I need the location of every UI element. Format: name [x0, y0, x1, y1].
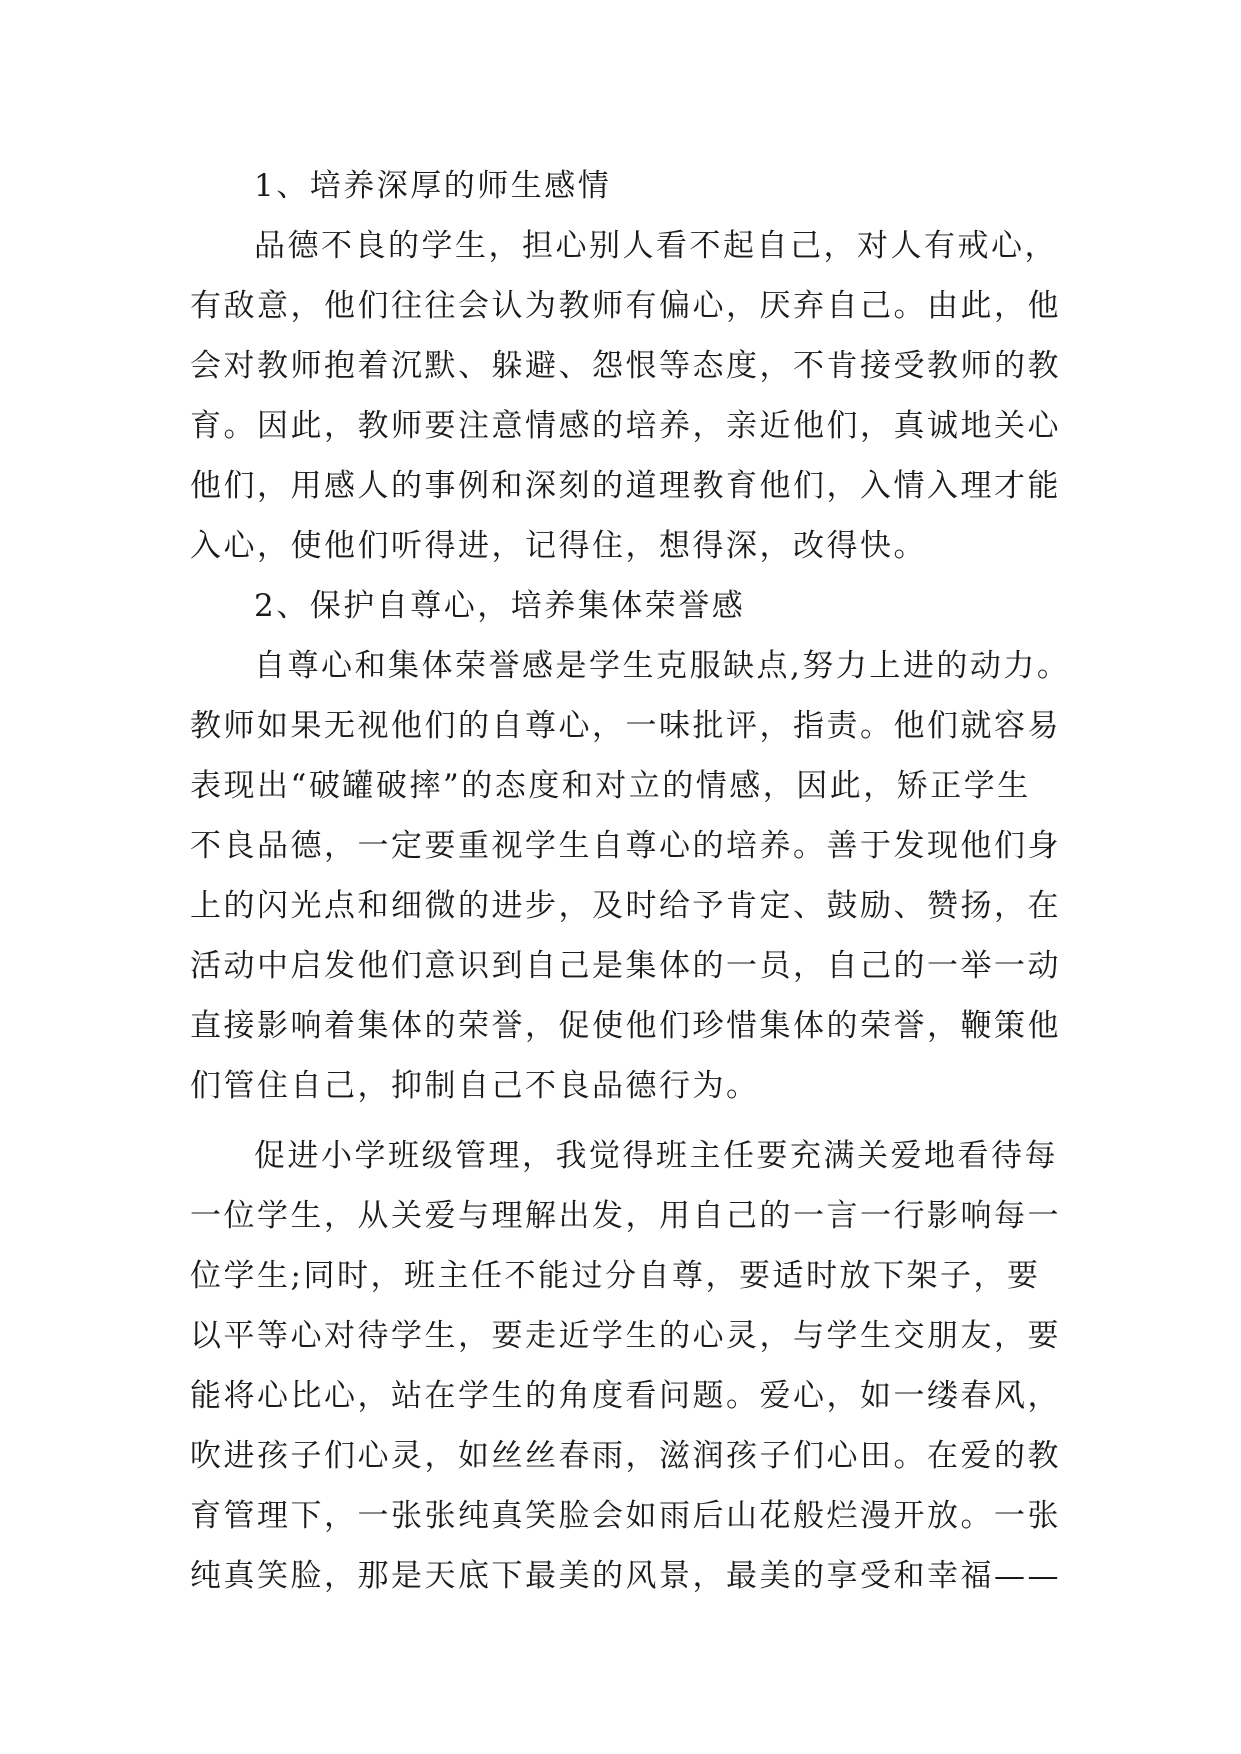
paragraph-line: 他们，用感人的事例和深刻的道理教育他们，入情入理才能 — [190, 468, 1061, 504]
paragraph-line: 们管住自己，抑制自己不良品德行为。 — [190, 1068, 760, 1104]
paragraph-line: 位学生;同时，班主任不能过分自尊，要适时放下架子，要 — [190, 1258, 1041, 1294]
paragraph-line: 一位学生，从关爱与理解出发，用自己的一言一行影响每一 — [190, 1198, 1061, 1234]
paragraph-line: 上的闪光点和细微的进步，及时给予肯定、鼓励、赞扬，在 — [190, 888, 1061, 924]
paragraph-line: 育。因此，教师要注意情感的培养，亲近他们，真诚地关心 — [190, 408, 1061, 444]
paragraph-line: 直接影响着集体的荣誉，促使他们珍惜集体的荣誉，鞭策他 — [190, 1008, 1061, 1044]
section-heading-2: 2、保护自尊心，培养集体荣誉感 — [254, 588, 746, 624]
paragraph-line: 入心，使他们听得进，记得住，想得深，改得快。 — [190, 528, 927, 564]
paragraph-line: 活动中启发他们意识到自己是集体的一员，自己的一举一动 — [190, 948, 1061, 984]
paragraph-line: 会对教师抱着沉默、躲避、怨恨等态度，不肯接受教师的教 — [190, 348, 1061, 384]
paragraph-line: 品德不良的学生，担心别人看不起自己，对人有戒心， — [254, 228, 1058, 264]
paragraph-line: 表现出“破罐破摔”的态度和对立的情感，因此，矫正学生 — [190, 768, 1031, 804]
paragraph-line: 教师如果无视他们的自尊心，一味批评，指责。他们就容易 — [190, 708, 1061, 744]
paragraph-line: 促进小学班级管理，我觉得班主任要充满关爱地看待每 — [254, 1138, 1058, 1174]
paragraph-line: 有敌意，他们往往会认为教师有偏心，厌弃自己。由此，他 — [190, 288, 1061, 324]
paragraph-line: 吹进孩子们心灵，如丝丝春雨，滋润孩子们心田。在爱的教 — [190, 1438, 1061, 1474]
section-heading-1: 1、培养深厚的师生感情 — [254, 168, 612, 204]
paragraph-line: 纯真笑脸，那是天底下最美的风景，最美的享受和幸福—— — [190, 1558, 1061, 1594]
paragraph-line: 以平等心对待学生，要走近学生的心灵，与学生交朋友，要 — [190, 1318, 1061, 1354]
paragraph-line: 育管理下，一张张纯真笑脸会如雨后山花般烂漫开放。一张 — [190, 1498, 1061, 1534]
paragraph-line: 自尊心和集体荣誉感是学生克服缺点,努力上进的动力。 — [254, 648, 1071, 684]
paragraph-line: 能将心比心，站在学生的角度看问题。爱心，如一缕春风， — [190, 1378, 1061, 1414]
paragraph-line: 不良品德，一定要重视学生自尊心的培养。善于发现他们身 — [190, 828, 1061, 864]
